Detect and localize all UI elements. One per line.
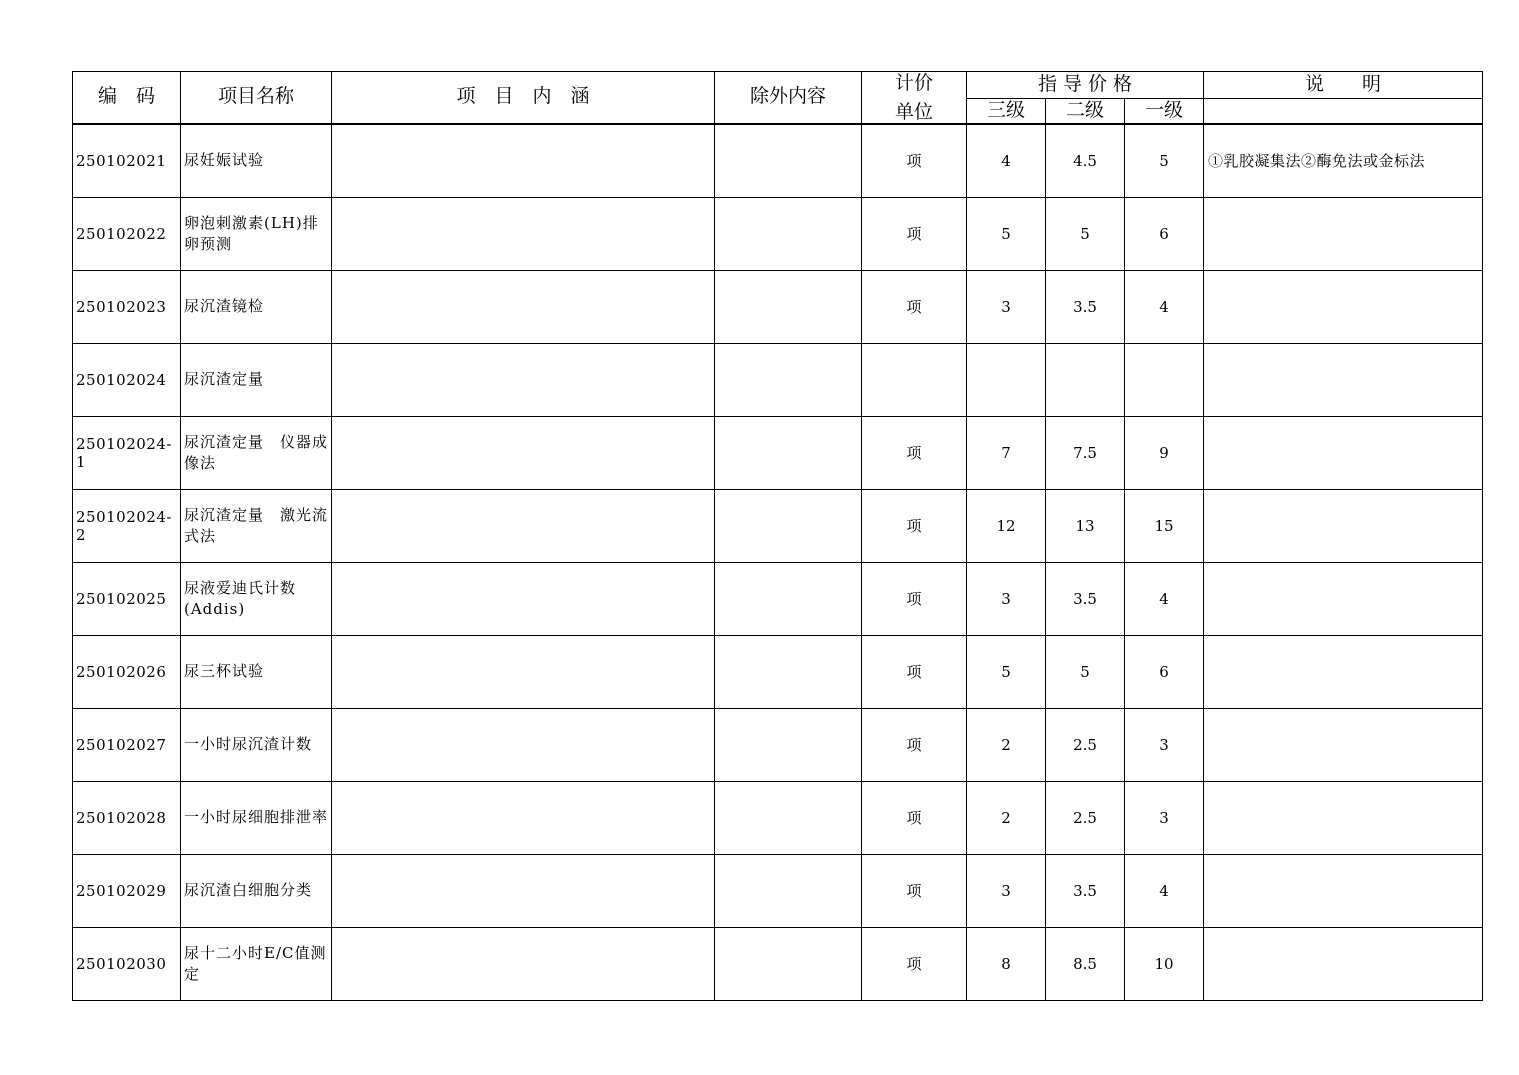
cell-content [332, 124, 715, 198]
cell-excluded [715, 270, 862, 343]
cell-level2: 3.5 [1046, 854, 1125, 927]
cell-name: 尿妊娠试验 [181, 124, 332, 198]
cell-content [332, 635, 715, 708]
cell-excluded [715, 854, 862, 927]
cell-level1: 9 [1125, 416, 1204, 489]
cell-note [1204, 489, 1483, 562]
table-row [73, 927, 1483, 1000]
cell-level2: 5 [1046, 635, 1125, 708]
cell-level3: 7 [967, 416, 1046, 489]
cell-code: 250102024-1 [73, 416, 181, 489]
header-code: 编 码 [73, 72, 181, 124]
cell-note [1204, 781, 1483, 854]
cell-level1: 10 [1125, 927, 1204, 1000]
cell-name: 一小时尿沉渣计数 [181, 708, 332, 781]
cell-level1 [1125, 343, 1204, 416]
cell-level1: 6 [1125, 635, 1204, 708]
cell-level1: 5 [1125, 124, 1204, 198]
cell-content [332, 416, 715, 489]
cell-unit: 项 [862, 562, 967, 635]
cell-note [1204, 927, 1483, 1000]
header-unit-line2: 单位 [862, 98, 967, 124]
cell-level2: 3.5 [1046, 270, 1125, 343]
cell-level2: 2.5 [1046, 781, 1125, 854]
cell-content [332, 708, 715, 781]
cell-name: 卵泡刺激素(LH)排卵预测 [181, 197, 332, 270]
cell-note [1204, 416, 1483, 489]
cell-name: 尿十二小时E/C值测定 [181, 927, 332, 1000]
cell-unit: 项 [862, 854, 967, 927]
cell-unit: 项 [862, 489, 967, 562]
cell-level1: 15 [1125, 489, 1204, 562]
cell-note [1204, 343, 1483, 416]
cell-excluded [715, 562, 862, 635]
cell-code: 250102024 [73, 343, 181, 416]
cell-level2 [1046, 343, 1125, 416]
cell-content [332, 854, 715, 927]
cell-excluded [715, 781, 862, 854]
cell-unit: 项 [862, 124, 967, 198]
cell-content [332, 270, 715, 343]
cell-code: 250102029 [73, 854, 181, 927]
cell-excluded [715, 489, 862, 562]
cell-code: 250102022 [73, 197, 181, 270]
cell-excluded [715, 635, 862, 708]
table-row [73, 854, 1483, 927]
cell-name: 一小时尿细胞排泄率 [181, 781, 332, 854]
cell-level1: 3 [1125, 708, 1204, 781]
header-level3: 三级 [967, 98, 1046, 124]
cell-level1: 3 [1125, 781, 1204, 854]
cell-note [1204, 270, 1483, 343]
cell-level1: 4 [1125, 270, 1204, 343]
cell-code: 250102028 [73, 781, 181, 854]
cell-excluded [715, 343, 862, 416]
cell-level3: 2 [967, 781, 1046, 854]
table-row [73, 489, 1483, 562]
cell-level3: 4 [967, 124, 1046, 198]
cell-code: 250102023 [73, 270, 181, 343]
cell-name: 尿沉渣镜检 [181, 270, 332, 343]
cell-unit [862, 343, 967, 416]
cell-content [332, 927, 715, 1000]
price-table [72, 71, 1483, 1001]
cell-note [1204, 562, 1483, 635]
cell-unit: 项 [862, 927, 967, 1000]
table-row [73, 635, 1483, 708]
header-price-group: 指 导 价 格 [967, 72, 1204, 99]
header-unit-line1: 计价 [862, 72, 967, 99]
table-header [73, 72, 1483, 124]
cell-unit: 项 [862, 270, 967, 343]
cell-level3: 12 [967, 489, 1046, 562]
cell-level2: 4.5 [1046, 124, 1125, 198]
cell-code: 250102025 [73, 562, 181, 635]
cell-content [332, 781, 715, 854]
cell-level3: 8 [967, 927, 1046, 1000]
cell-level3: 3 [967, 562, 1046, 635]
cell-name: 尿沉渣白细胞分类 [181, 854, 332, 927]
cell-level2: 2.5 [1046, 708, 1125, 781]
cell-code: 250102021 [73, 124, 181, 198]
header-level2: 二级 [1046, 98, 1125, 124]
table-row [73, 708, 1483, 781]
cell-code: 250102027 [73, 708, 181, 781]
cell-content [332, 197, 715, 270]
cell-unit: 项 [862, 197, 967, 270]
table-row [73, 270, 1483, 343]
cell-excluded [715, 124, 862, 198]
cell-name: 尿沉渣定量 仪器成像法 [181, 416, 332, 489]
table-row [73, 781, 1483, 854]
cell-name: 尿三杯试验 [181, 635, 332, 708]
cell-unit: 项 [862, 416, 967, 489]
cell-note [1204, 197, 1483, 270]
cell-level2: 5 [1046, 197, 1125, 270]
cell-level1: 4 [1125, 562, 1204, 635]
cell-unit: 项 [862, 781, 967, 854]
cell-level1: 4 [1125, 854, 1204, 927]
header-note-blank [1204, 98, 1483, 124]
cell-excluded [715, 416, 862, 489]
header-excluded: 除外内容 [715, 72, 862, 124]
header-content: 项 目 内 涵 [332, 72, 715, 124]
cell-excluded [715, 197, 862, 270]
cell-content [332, 489, 715, 562]
cell-excluded [715, 927, 862, 1000]
table-row [73, 124, 1483, 198]
cell-note [1204, 854, 1483, 927]
cell-level3: 3 [967, 854, 1046, 927]
cell-level3: 5 [967, 197, 1046, 270]
table-row [73, 562, 1483, 635]
cell-note [1204, 635, 1483, 708]
cell-name: 尿沉渣定量 激光流式法 [181, 489, 332, 562]
cell-level1: 6 [1125, 197, 1204, 270]
cell-unit: 项 [862, 708, 967, 781]
cell-level2: 13 [1046, 489, 1125, 562]
cell-code: 250102026 [73, 635, 181, 708]
cell-excluded [715, 708, 862, 781]
cell-level2: 7.5 [1046, 416, 1125, 489]
cell-code: 250102030 [73, 927, 181, 1000]
cell-name: 尿液爱迪氏计数(Addis) [181, 562, 332, 635]
cell-level2: 8.5 [1046, 927, 1125, 1000]
table-row [73, 197, 1483, 270]
cell-code: 250102024-2 [73, 489, 181, 562]
cell-name: 尿沉渣定量 [181, 343, 332, 416]
cell-level2: 3.5 [1046, 562, 1125, 635]
table-row [73, 416, 1483, 489]
header-level1: 一级 [1125, 98, 1204, 124]
cell-unit: 项 [862, 635, 967, 708]
header-note: 说 明 [1204, 72, 1483, 99]
cell-note: ①乳胶凝集法②酶免法或金标法 [1204, 124, 1483, 198]
header-name: 项目名称 [181, 72, 332, 124]
cell-note [1204, 708, 1483, 781]
table-row [73, 343, 1483, 416]
table-body [73, 124, 1483, 1001]
cell-level3 [967, 343, 1046, 416]
cell-level3: 5 [967, 635, 1046, 708]
cell-level3: 2 [967, 708, 1046, 781]
cell-content [332, 562, 715, 635]
cell-level3: 3 [967, 270, 1046, 343]
cell-content [332, 343, 715, 416]
